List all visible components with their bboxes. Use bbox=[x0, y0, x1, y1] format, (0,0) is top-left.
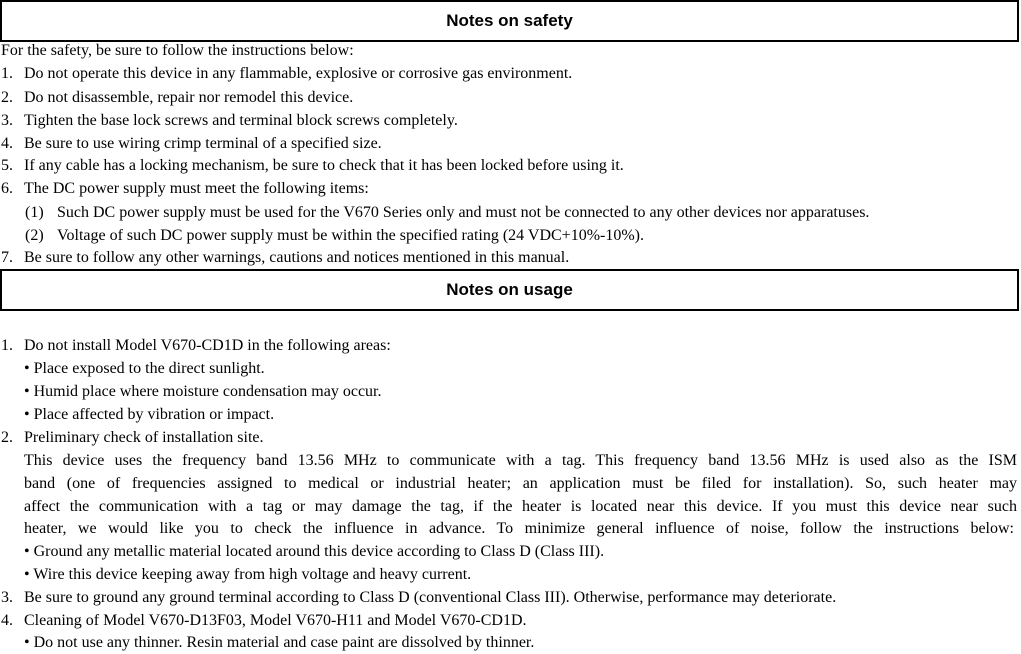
item-text: Be sure to follow any other warnings, cautions and notices mentioned in this manual. bbox=[24, 249, 570, 266]
safety-item-6 bbox=[1, 177, 901, 200]
paragraph-line: heater, we would like you to check the influence in advance. To minimize general influence of noise, follow the instructions below: bbox=[24, 520, 1014, 537]
usage-item-3 bbox=[1, 586, 1001, 609]
safety-item-4 bbox=[1, 132, 901, 155]
item-text: Cleaning of Model V670-D13F03, Model V670-H11 and Model V670-CD1D. bbox=[24, 612, 527, 629]
bullet-item: • Humid place where moisture condensation may occur. bbox=[24, 383, 382, 400]
item-number: 2. bbox=[1, 89, 13, 106]
bullet-item: • Do not use any thinner. Resin material and case paint are dissolved by thinner. bbox=[24, 634, 535, 651]
safety-heading: Notes on safety bbox=[0, 0, 1019, 42]
subitem-text: Such DC power supply must be used for the V670 Series only and must not be connected to any other devices nor apparatuses. bbox=[57, 204, 870, 221]
subitem-number: (1) bbox=[25, 204, 44, 221]
item-text: Preliminary check of installation site. bbox=[24, 429, 264, 446]
usage-item-2 bbox=[1, 426, 901, 449]
bullet-item: • Ground any metallic material located around this device according to Class D (Class III). bbox=[24, 543, 605, 560]
safety-item-2 bbox=[1, 86, 901, 109]
item-text: Do not disassemble, repair nor remodel this device. bbox=[24, 89, 354, 106]
bullet-item: • Place affected by vibration or impact. bbox=[24, 406, 275, 423]
item-number: 1. bbox=[1, 337, 13, 354]
usage-item-4 bbox=[1, 609, 901, 632]
subitem-text: Voltage of such DC power supply must be within the specified rating (24 VDC+10%-10%). bbox=[57, 227, 645, 244]
item-text: Be sure to ground any ground terminal according to Class D (conventional Class III). Otherwise, performance may deteriorate. bbox=[24, 589, 837, 606]
safety-subitem-2 bbox=[25, 224, 1015, 247]
bullet-item: • Place exposed to the direct sunlight. bbox=[24, 360, 265, 377]
item-number: 7. bbox=[1, 249, 13, 266]
item-number: 2. bbox=[1, 429, 13, 446]
item-number: 3. bbox=[1, 112, 13, 129]
safety-item-1 bbox=[1, 62, 901, 85]
bullet-item: • Wire this device keeping away from high voltage and heavy current. bbox=[24, 566, 472, 583]
item-text: Tighten the base lock screws and terminal block screws completely. bbox=[24, 112, 458, 129]
item-text: If any cable has a locking mechanism, be sure to check that it has been locked before using it. bbox=[24, 157, 624, 174]
item-number: 6. bbox=[1, 180, 13, 197]
safety-item-7 bbox=[1, 246, 901, 269]
item-number: 3. bbox=[1, 589, 13, 606]
safety-subitem-1 bbox=[25, 201, 1015, 224]
item-number: 1. bbox=[1, 65, 13, 82]
item-number: 5. bbox=[1, 157, 13, 174]
item-number: 4. bbox=[1, 135, 13, 152]
paragraph-line: band (one of frequencies assigned to medical or industrial heater; an application must be filed for installation). So, such heater may bbox=[24, 475, 1017, 492]
paragraph-line: This device uses the frequency band 13.56 MHz to communicate with a tag. This frequency band 13.56 MHz is used also as the ISM bbox=[24, 452, 1017, 469]
paragraph-line: affect the communication with a tag or may damage the tag, if the heater is located near this device. If you must this device near such bbox=[24, 498, 1017, 515]
item-number: 4. bbox=[1, 612, 13, 629]
item-text: Do not operate this device in any flammable, explosive or corrosive gas environment. bbox=[24, 65, 573, 82]
item-text: Do not install Model V670-CD1D in the following areas: bbox=[24, 337, 391, 354]
safety-item-3 bbox=[1, 109, 901, 132]
usage-item-1 bbox=[1, 334, 901, 357]
safety-item-5 bbox=[1, 154, 901, 177]
usage-heading: Notes on usage bbox=[0, 269, 1019, 311]
item-text: Be sure to use wiring crimp terminal of a specified size. bbox=[24, 135, 382, 152]
item-text: The DC power supply must meet the following items: bbox=[24, 180, 369, 197]
subitem-number: (2) bbox=[25, 227, 44, 244]
safety-intro: For the safety, be sure to follow the instructions below: bbox=[1, 42, 354, 59]
